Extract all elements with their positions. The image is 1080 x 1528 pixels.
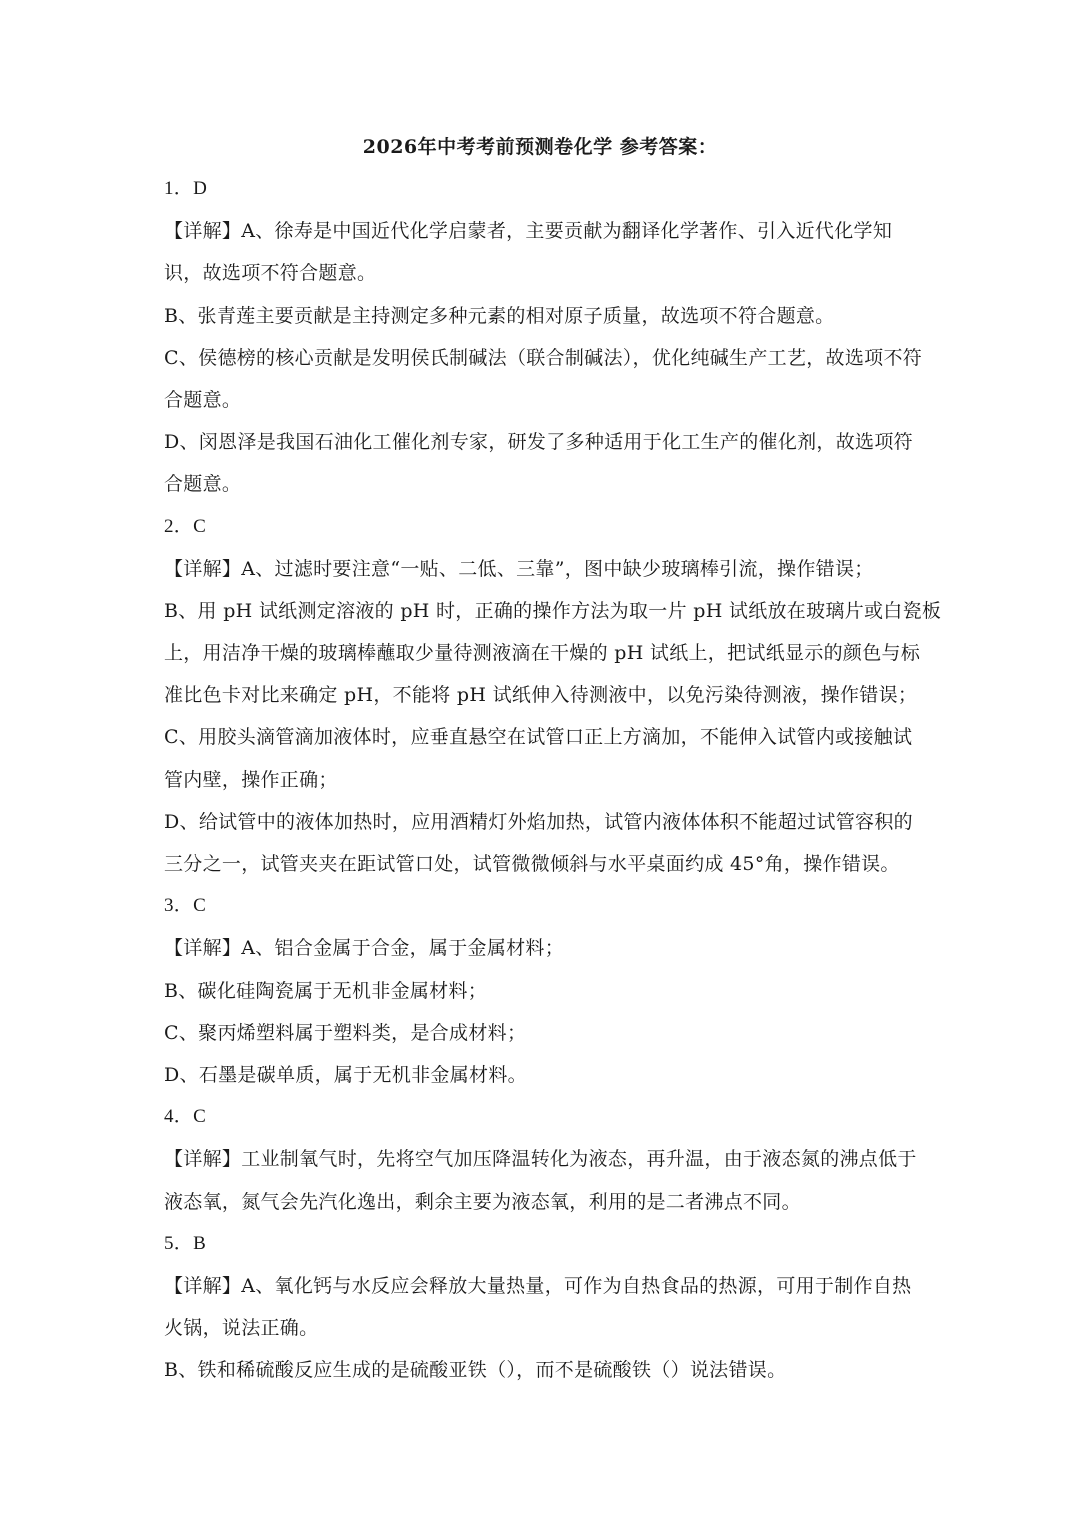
explanation-line: C、聚丙烯塑料属于塑料类，是合成材料； xyxy=(164,1021,527,1044)
explanation-line: C、用胶头滴管滴加液体时，应垂直悬空在试管口正上方滴加，不能伸入试管内或接触试 xyxy=(164,726,913,749)
explanation-line: 管内壁，操作正确； xyxy=(164,768,338,791)
explanation-line: 三分之一，试管夹夹在距试管口处，试管微微倾斜与水平桌面约成 45°角，操作错误。 xyxy=(164,853,900,875)
explanation-line: 准比色卡对比来确定 pH，不能将 pH 试纸伸入待测液中，以免污染待测液，操作错误； xyxy=(164,684,918,707)
explanation-line: 【详解】A、徐寿是中国近代化学启蒙者，主要贡献为翻译化学著作、引入近代化学知 xyxy=(164,220,893,243)
explanation-line: D、闵恩泽是我国石油化工催化剂专家，研发了多种适用于化工生产的催化剂，故选项符 xyxy=(164,431,913,454)
explanation-line: D、给试管中的液体加热时，应用酒精灯外焰加热，试管内液体体积不能超过试管容积的 xyxy=(164,810,913,833)
explanation-line: 识，故选项不符合题意。 xyxy=(164,262,377,285)
explanation-line: 【详解】A、过滤时要注意“一贴、二低、三靠”，图中缺少玻璃棒引流，操作错误； xyxy=(164,557,874,580)
document-title: 2026年中考考前预测卷化学 参考答案： xyxy=(362,136,718,158)
answer-content xyxy=(164,168,942,1391)
explanation-line: 上，用洁净干燥的玻璃棒蘸取少量待测液滴在干燥的 pH 试纸上，把试纸显示的颜色与标 xyxy=(164,642,921,665)
explanation-line: B、用 pH 试纸测定溶液的 pH 时，正确的操作方法为取一片 pH 试纸放在玻璃片或白瓷板 xyxy=(164,599,942,622)
explanation-line: B、铁和稀硫酸反应生成的是硫酸亚铁（），而不是硫酸铁（）说法错误。 xyxy=(164,1359,787,1382)
answer-number-1: 1．D xyxy=(164,178,208,199)
explanation-line: C、侯德榜的核心贡献是发明侯氏制碱法（联合制碱法），优化纯碱生产工艺，故选项不符 xyxy=(164,346,923,369)
explanation-line: D、石墨是碳单质，属于无机非金属材料。 xyxy=(164,1063,527,1086)
explanation-line: 【详解】工业制氧气时，先将空气加压降温转化为液态，再升温，由于液态氮的沸点低于 xyxy=(164,1148,917,1171)
explanation-line: 【详解】A、氧化钙与水反应会释放大量热量，可作为自热食品的热源，可用于制作自热 xyxy=(164,1274,912,1297)
answer-number-2: 2．C xyxy=(164,515,207,537)
explanation-line: 合题意。 xyxy=(164,388,242,411)
answer-number-3: 3．C xyxy=(164,895,207,917)
explanation-line: 液态氧，氮气会先汽化逸出，剩余主要为液态氧，利用的是二者沸点不同。 xyxy=(164,1190,801,1213)
explanation-line: 火锅，说法正确。 xyxy=(164,1317,319,1340)
answer-number-4: 4．C xyxy=(164,1106,207,1128)
explanation-line: B、张青莲主要贡献是主持测定多种元素的相对原子质量，故选项不符合题意。 xyxy=(164,304,835,327)
explanation-line: 【详解】A、铝合金属于合金，属于金属材料； xyxy=(164,937,565,960)
explanation-line: B、碳化硅陶瓷属于无机非金属材料； xyxy=(164,979,488,1002)
explanation-line: 合题意。 xyxy=(164,473,242,496)
answer-number-5: 5．B xyxy=(164,1232,207,1254)
